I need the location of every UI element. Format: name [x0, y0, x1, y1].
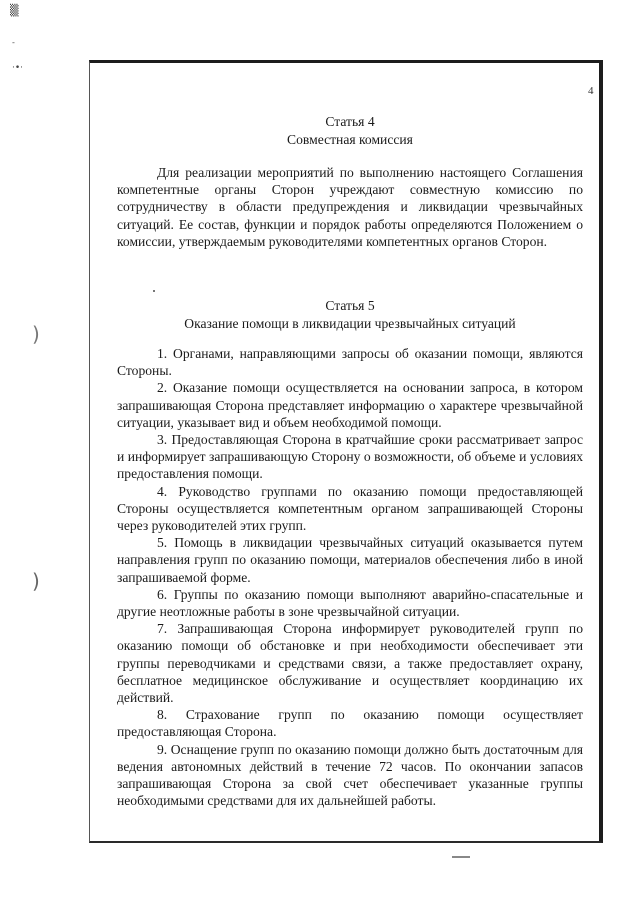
clause-item: 2. Оказание помощи осуществляется на основании запроса, в котором запрашивающая Сторона представляет информацию о характере чрезвычайной ситуации, указывает вид и объем необходимой помощи.: [117, 380, 583, 430]
clause-item: 9. Оснащение групп по оказанию помощи должно быть достаточным для ведения автономных действий в течение 72 часов. По окончании запасов запрашивающая Сторона за свой счет обеспечивает указанные группы необходимыми средствами для их дальнейшей работы.: [117, 741, 583, 809]
scan-artifact-mark: ▒: [10, 4, 19, 17]
clause-item: 5. Помощь в ликвидации чрезвычайных ситуаций оказывается путем направления групп по оказанию помощи, материалов обеспечения либо в иной запрашиваемой форме.: [117, 535, 583, 585]
clause-item: 8. Страхование групп по оказанию помощи осуществляет предоставляющая Сторона.: [117, 707, 583, 740]
article-4-number: Статья 4: [325, 114, 375, 129]
clause-item: 7. Запрашивающая Сторона информирует руководителей групп по оказанию помощи об обстановке и при необходимости обеспечивает эти группы переводчиками и средствами связи, а также предоставляет охрану, бесплатное медицинское обслуживание и осуществляет координацию их действий.: [117, 621, 583, 706]
scan-speck: [452, 856, 470, 858]
clause-item: 4. Руководство группами по оказанию помощи предоставляющей Стороны осуществляется компетентным органом запрашивающей Стороны через руководителей этих групп.: [117, 483, 583, 534]
article-4-title: Совместная комиссия: [287, 132, 413, 147]
clause-item: 3. Предоставляющая Сторона в кратчайшие сроки рассматривает запрос и информирует запрашивающую Сторону о возможности, об объеме и условиях предоставления помощи.: [117, 432, 583, 482]
article-4-paragraph: Для реализации мероприятий по выполнению настоящего Соглашения компетентные органы Сторон учреждают совместную комиссию по сотрудничеству в области предупреждения и ликвидации чрезвычайных ситуаций. Ее состав, функции и порядок работы определяются Положением о комиссии, утверждаемым руководителями компетентных органов Сторон.: [117, 165, 583, 249]
binding-hole-mark: ): [32, 569, 40, 593]
article-5-title: Оказание помощи в ликвидации чрезвычайных ситуаций: [184, 316, 516, 331]
scan-artifact-mark: -: [12, 38, 15, 47]
article-5-clauses: [117, 345, 583, 809]
scan-artifact-mark: ·•·: [12, 63, 24, 73]
page-number: 4: [588, 85, 594, 97]
clause-item: 1. Органами, направляющими запросы об оказании помощи, являются Стороны.: [117, 346, 583, 379]
article-5-number: Статья 5: [325, 298, 375, 313]
clause-item: 6. Группы по оказанию помощи выполняют аварийно-спасательные и другие неотложные работы в зоне чрезвычайной ситуации.: [117, 586, 583, 620]
binding-hole-mark: ): [32, 322, 40, 346]
